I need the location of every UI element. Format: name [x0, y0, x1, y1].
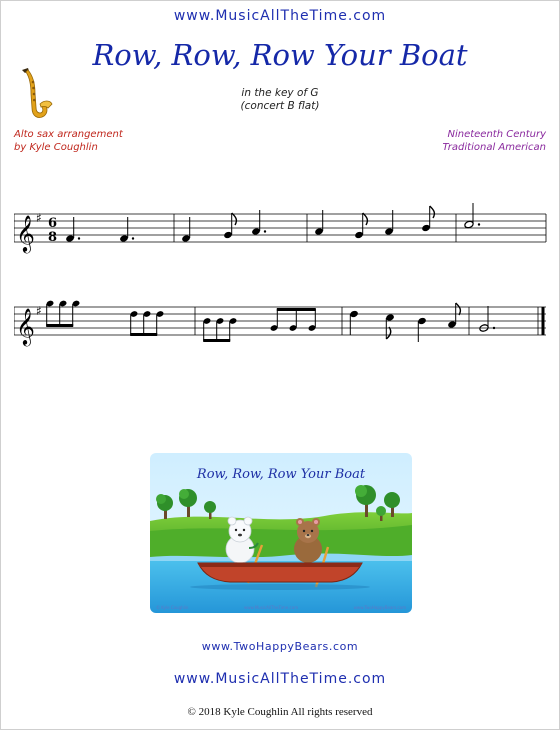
concert-key-line: (concert B flat) — [240, 100, 320, 112]
music-staff-2 — [14, 293, 548, 353]
illustration-credit-middle: www.MusicAllTheTime.com — [243, 605, 299, 610]
treble-clef-icon: 𝄞 — [16, 307, 35, 345]
song-origin — [442, 128, 546, 154]
key-info — [0, 87, 560, 113]
origin-tradition: Traditional American — [442, 142, 546, 153]
arrangement-line: Alto sax arrangement — [14, 129, 123, 140]
copyright-notice: © 2018 Kyle Coughlin All rights reserved — [187, 706, 373, 718]
illustration-title: Row, Row, Row Your Boat — [196, 467, 366, 482]
rowboat-icon — [198, 563, 362, 582]
illustration-credit-right: www.TwoHappyBears.com — [353, 605, 406, 610]
key-sharp-icon: ♯ — [36, 211, 42, 225]
key-sharp-icon: ♯ — [36, 304, 42, 318]
notes-staff-1 — [65, 203, 480, 243]
illustration-credit-left: © Kyle Coughlin — [156, 605, 189, 610]
arrangement-credit — [14, 128, 123, 154]
treble-clef-icon: 𝄞 — [16, 214, 35, 252]
site-url-top[interactable]: www.MusicAllTheTime.com — [173, 8, 387, 24]
arranger-line: by Kyle Coughlin — [14, 142, 98, 153]
site-url-bottom[interactable]: www.MusicAllTheTime.com — [173, 671, 387, 687]
time-signature-top: 6 — [48, 216, 58, 231]
time-signature-bottom: 8 — [48, 230, 58, 245]
row-boat-illustration[interactable] — [150, 453, 412, 613]
key-line: in the key of G — [241, 87, 319, 99]
alto-saxophone-icon — [14, 66, 54, 122]
illustration-credits — [150, 605, 412, 610]
two-happy-bears-link[interactable]: www.TwoHappyBears.com — [201, 640, 359, 653]
brown-bear-icon — [294, 518, 322, 563]
song-title: Row, Row, Row Your Boat — [92, 38, 468, 72]
origin-era: Nineteenth Century — [447, 129, 546, 140]
music-staff-1 — [14, 200, 548, 260]
